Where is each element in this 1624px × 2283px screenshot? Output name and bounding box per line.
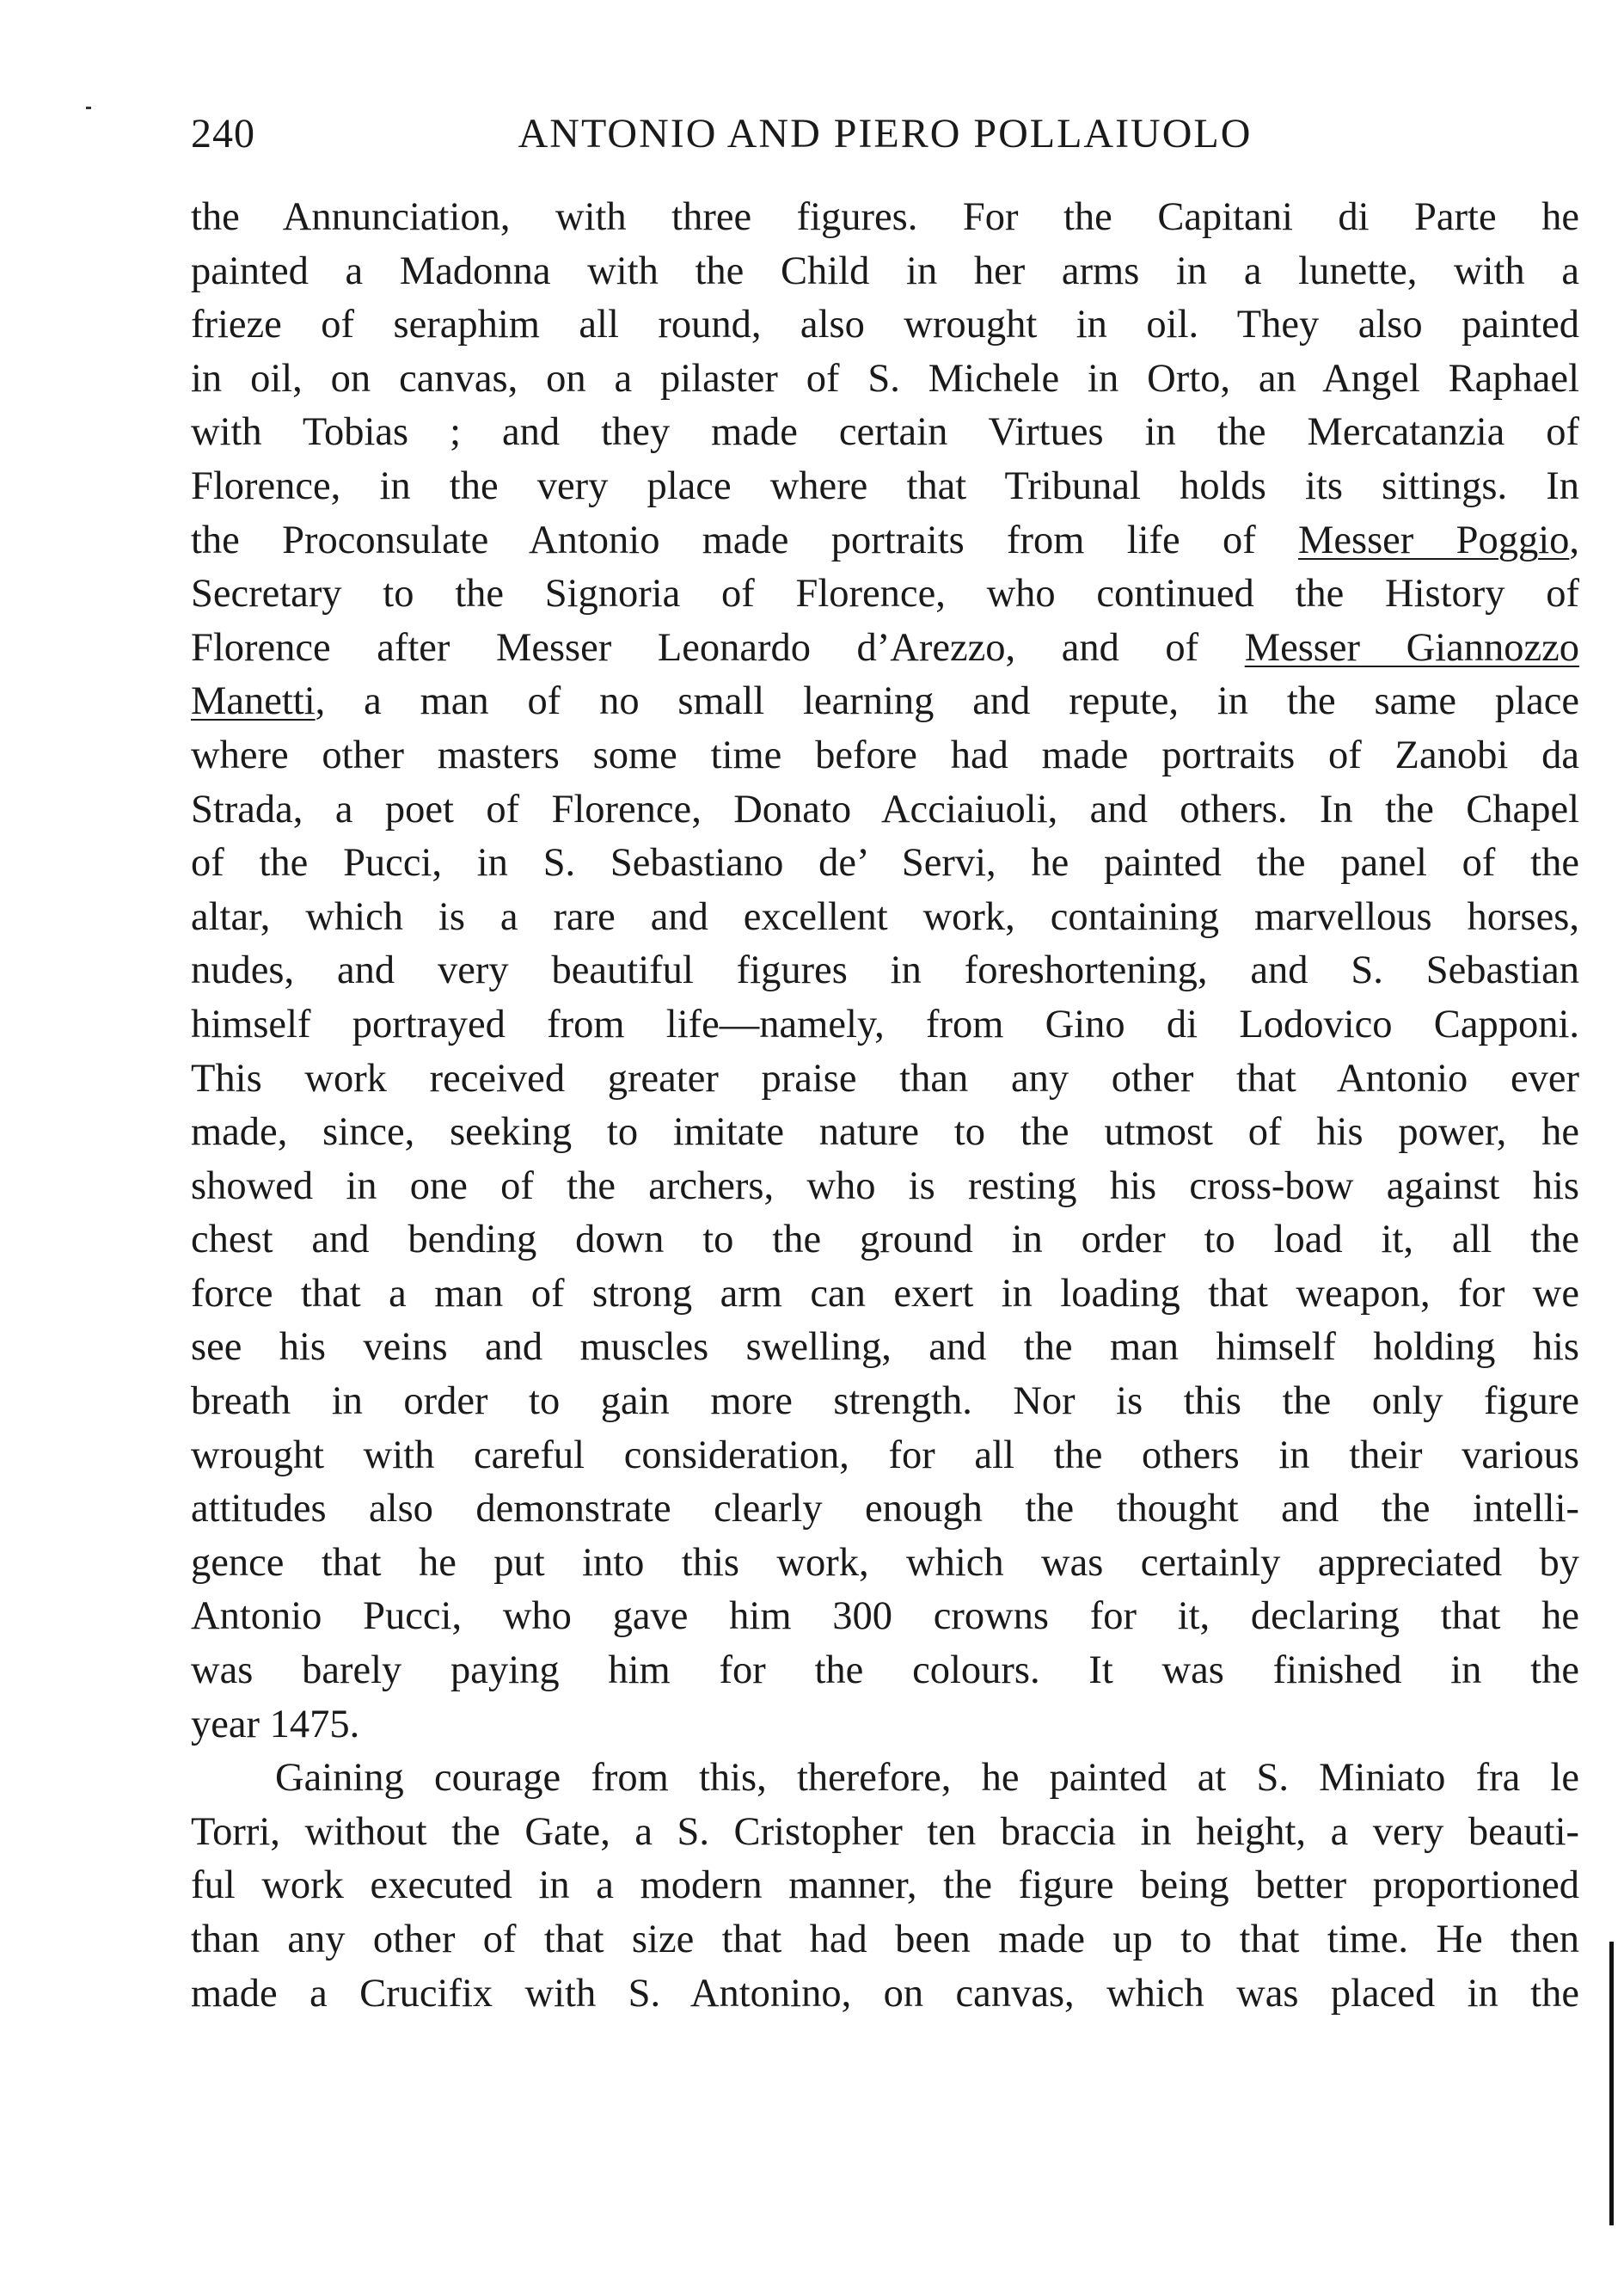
text-line: himself portrayed from life—namely, from Gino di Lodovico Capponi. (191, 1002, 1579, 1046)
text-line: Florence, in the very place where that Tribunal holds its sittings. In (191, 463, 1579, 508)
text-line: Torri, without the Gate, a S. Cristopher ten braccia in height, a very beauti- (191, 1809, 1579, 1854)
underlined-name: Messer Poggio (1297, 518, 1570, 562)
text-line: showed in one of the archers, who is resting his cross-bow against his (191, 1163, 1579, 1208)
page-header (191, 110, 1579, 162)
running-title: ANTONIO AND PIERO POLLAIUOLO (518, 111, 1253, 156)
underlined-name: Manetti (191, 679, 316, 724)
text-line: gence that he put into this work, which was certainly appreciated by (191, 1540, 1579, 1585)
text-segment: , a man of no small learning and repute, in the same place (315, 679, 1579, 724)
text-line: was barely paying him for the colours. It was finished in the (191, 1648, 1579, 1693)
body-text (191, 191, 1579, 2021)
text-line: chest and bending down to the ground in order to load it, all the (191, 1218, 1579, 1262)
text-line: of the Pucci, in S. Sebastiano de’ Servi, he painted the panel of the (191, 841, 1579, 886)
text-line: in oil, on canvas, on a pilaster of S. Michele in Orto, an Angel Raphael (191, 356, 1579, 401)
underlined-name: Messer Giannozzo (1244, 625, 1579, 670)
text-line: force that a man of strong arm can exert in loading that weapon, for we (191, 1271, 1579, 1316)
text-line: breath in order to gain more strength. Nor is this the only figure (191, 1379, 1579, 1424)
text-line: where other masters some time before had made portraits of Zanobi da (191, 733, 1579, 777)
text-line: year 1475. (191, 1702, 360, 1746)
text-line: made a Crucifix with S. Antonino, on canvas, which was placed in the (191, 1971, 1579, 2016)
text-line: nudes, and very beautiful figures in foreshortening, and S. Sebastian (191, 948, 1579, 993)
page-number: 240 (191, 111, 255, 156)
text-line: see his veins and muscles swelling, and the man himself holding his (191, 1325, 1579, 1370)
text-line: Antonio Pucci, who gave him 300 crowns for it, declaring that he (191, 1594, 1579, 1639)
text-line (191, 675, 1579, 729)
text-segment: Florence after Messer Leonardo d’Arezzo, and of (191, 625, 1245, 670)
margin-edge-mark (1609, 1942, 1614, 2225)
text-line: altar, which is a rare and excellent work, containing marvellous horses, (191, 894, 1579, 939)
text-line: Gaining courage from this, therefore, he painted at S. Miniato fra le (275, 1756, 1579, 1801)
text-line: wrought with careful consideration, for all the others in their various (191, 1433, 1579, 1477)
text-line (191, 514, 1579, 568)
text-line: the Annunciation, with three figures. For the Capitani di Parte he (191, 195, 1579, 239)
margin-speck (86, 107, 91, 109)
text-line: This work received greater praise than any other that Antonio ever (191, 1056, 1579, 1101)
text-line (191, 622, 1579, 676)
text-line: Secretary to the Signoria of Florence, who continued the History of (191, 572, 1579, 617)
text-segment: the Proconsulate Antonio made portraits from life of (191, 518, 1298, 562)
text-line: made, since, seeking to imitate nature to the utmost of his power, he (191, 1110, 1579, 1155)
text-line: frieze of seraphim all round, also wrought in oil. They also painted (191, 303, 1579, 347)
text-line: ful work executed in a modern manner, the figure being better proportioned (191, 1863, 1579, 1908)
text-segment: , (1569, 518, 1579, 562)
text-line: than any other of that size that had been made up to that time. He then (191, 1918, 1579, 1961)
text-line: painted a Madonna with the Child in her arms in a lunette, with a (191, 249, 1579, 293)
text-line: with Tobias ; and they made certain Virtues in the Mercatanzia of (191, 410, 1579, 455)
text-line: Strada, a poet of Florence, Donato Acciaiuoli, and others. In the Chapel (191, 787, 1579, 832)
text-line: attitudes also demonstrate clearly enough the thought and the intelli- (191, 1487, 1579, 1531)
